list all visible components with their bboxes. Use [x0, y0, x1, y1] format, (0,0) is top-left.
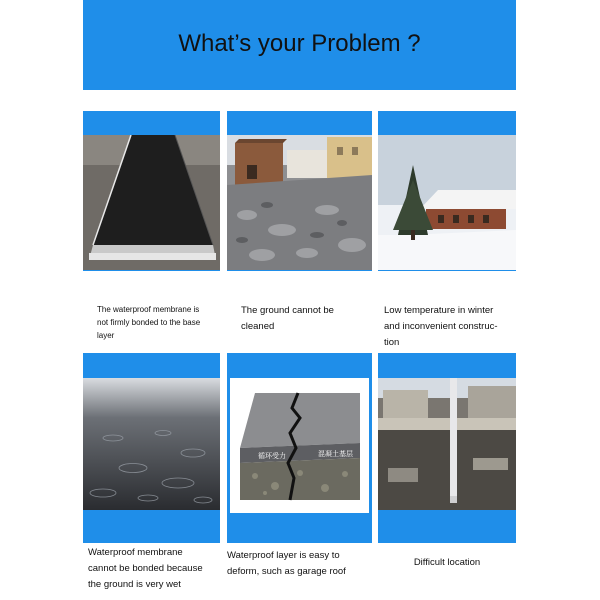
- card-2-photo-rubble-ground: [227, 135, 372, 270]
- card-4-caption: Waterproof membrane cannot be bonded because the ground is very wet: [88, 547, 203, 590]
- page-title: What’s your Problem ?: [178, 30, 421, 57]
- card-6-caption: Difficult location: [413, 557, 481, 568]
- concrete-base-label: 混凝土基层: [318, 450, 353, 458]
- card-1-caption: The waterproof membrane is not firmly bonded to the base layer: [97, 305, 201, 340]
- card-3-caption: Low temperature in winter and inconvenient construc- tion: [384, 305, 498, 348]
- card-5-photo-concrete-crack: [230, 378, 369, 513]
- cyclic-load-label: 循环受力: [258, 452, 286, 460]
- card-4-photo-wet-ground: [83, 378, 220, 510]
- card-2-caption: The ground cannot be cleaned: [241, 305, 334, 332]
- card-6-photo-rooftop-pipe: [378, 378, 516, 510]
- card-3-photo-snowy-building: [378, 135, 516, 270]
- header-banner: [83, 0, 516, 90]
- card-5-caption: Waterproof layer is easy to deform, such as garage roof: [227, 550, 346, 577]
- card-1-photo-membrane-roll: [83, 135, 220, 270]
